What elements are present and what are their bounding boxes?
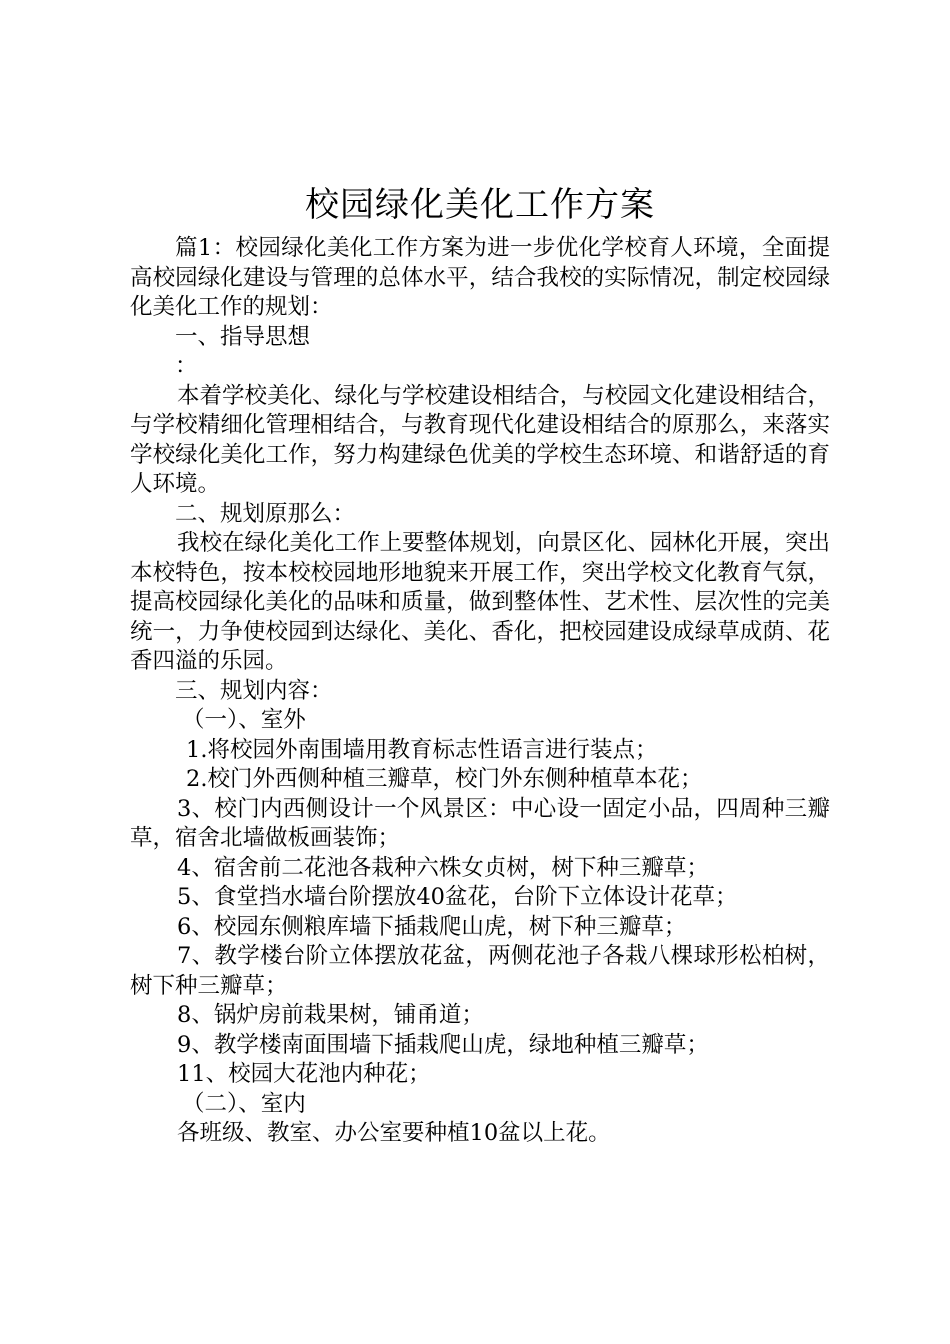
list-item-4: 4、宿舍前二花池各栽种六株女贞树，树下种三瓣草； (177, 854, 709, 881)
list-item-9: 9、教学楼南面围墙下插栽爬山虎，绿地种植三瓣草； (177, 1031, 709, 1058)
paragraph-principles: 我校在绿化美化工作上要整体规划，向景区化、园林化开展，突出本校特色，按本校校园地形地貌来开展工作，突出学校文化教育气氛，提高校园绿化美化的品味和质量，做到整体性、艺术性、层次性的完美统一，力争使校园到达绿化、美化、香化，把校园建设成绿草成荫、花香四溢的乐园。 (130, 530, 830, 674)
subsection-heading-indoor: （二）、室内 (182, 1090, 306, 1117)
list-item-8: 8、锅炉房前栽果树，铺甬道； (177, 1002, 484, 1028)
list-item-6: 6、校园东侧粮库墙下插栽爬山虎，树下种三瓣草； (177, 913, 687, 940)
document-page (130, 180, 830, 1149)
document-title: 校园绿化美化工作方案 (305, 185, 655, 225)
subsection-heading-outdoor: （一）、室外 (182, 707, 306, 733)
document-body (130, 234, 830, 1149)
paragraph-intro: 篇1：校园绿化美化工作方案为进一步优化学校育人环境，全面提高校园绿化建设与管理的总体水平，结合我校的实际情况，制定校园绿化美化工作的规划： (130, 235, 830, 320)
list-item-11: 11、校园大花池内种花； (177, 1061, 431, 1087)
list-item-3: 3、校门内西侧设计一个风景区：中心设一固定小品，四周种三瓣草，宿舍北墙做板画装饰； (130, 795, 830, 851)
list-item-7: 7、教学楼台阶立体摆放花盆，两侧花池子各栽八棵球形松柏树，树下种三瓣草； (130, 943, 830, 999)
section-heading-content: 三、规划内容： (175, 677, 333, 704)
paragraph-indoor: 各班级、教室、办公室要种植10盆以上花。 (177, 1120, 611, 1146)
list-item-5: 5、食堂挡水墙台阶摆放40盆花，台阶下立体设计花草； (177, 884, 738, 910)
paragraph-colon: ： (175, 353, 198, 379)
list-item-1: 1.将校园外南围墙用教育标志性语言进行装点； (186, 736, 658, 763)
section-heading-guiding-thought: 一、指导思想 (175, 323, 311, 350)
list-item-2: 2.校门外西侧种植三瓣草，校门外东侧种植草本花； (186, 766, 703, 792)
section-heading-principles: 二、规划原那么： (175, 500, 356, 527)
paragraph-guiding-thought: 本着学校美化、绿化与学校建设相结合，与校园文化建设相结合，与学校精细化管理相结合，与教育现代化建设相结合的原那么，来落实学校绿化美化工作，努力构建绿色优美的学校生态环境、和谐舒适的育人环境。 (130, 382, 830, 497)
